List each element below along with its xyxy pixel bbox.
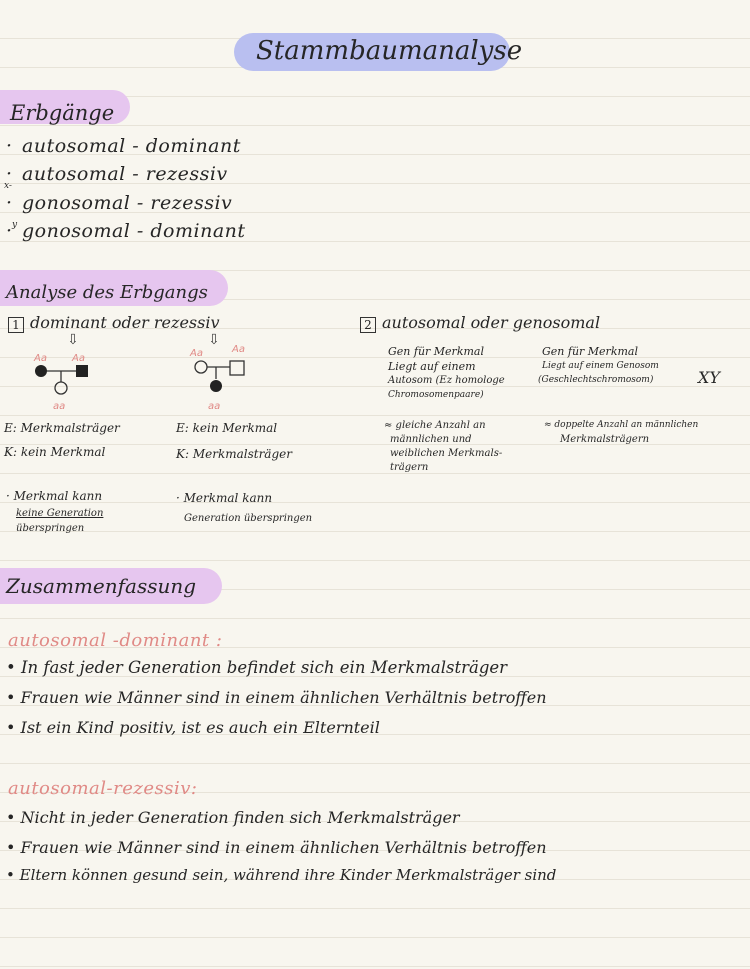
bullet: · — [6, 192, 13, 214]
y-marker: y — [12, 220, 18, 230]
dom-item-2: • Frauen wie Männer sind in einem ähnlichen Verhältnis betroffen — [6, 688, 547, 707]
erbgang-item-4: gonosomal - dominant — [22, 220, 246, 242]
pedigree-1 — [20, 332, 120, 412]
rez-item-3: • Eltern können gesund sein, während ihre Kinder Merkmalsträger sind — [6, 866, 557, 884]
double-line1: ≈ doppelte Anzahl an männlichen — [544, 420, 699, 430]
page-title: Stammbaumanalyse — [256, 36, 523, 66]
autosomal-rezessiv-title: autosomal-rezessiv: — [8, 778, 198, 799]
autosomal-line1: Gen für Merkmal — [388, 345, 484, 358]
note1-line1: · Merkmal kann — [6, 489, 103, 503]
note1-line2: keine Generation — [16, 508, 104, 519]
pedigree-2 — [182, 332, 282, 412]
number-box-2: 2 — [360, 317, 376, 333]
pedigree1-arrow: ⇩ — [67, 332, 79, 348]
erbgang-item-3: gonosomal - rezessiv — [22, 192, 233, 214]
equal-line3: weiblichen Merkmals- — [390, 448, 503, 459]
pedigree1-parent-right-genotype: Aa — [72, 353, 85, 364]
autosomal-line4: Chromosomenpaare) — [388, 390, 484, 400]
box1-title: dominant oder rezessiv — [30, 313, 220, 332]
rez-item-2: • Frauen wie Männer sind in einem ähnlichen Verhältnis betroffen — [6, 838, 547, 857]
legend2-k: K: Merkmalsträger — [176, 447, 292, 461]
pedigree2-parent-right-genotype: Aa — [232, 344, 245, 355]
bullet: · — [6, 135, 13, 157]
pedigree2-child-genotype: aa — [208, 401, 221, 412]
rez-item-1: • Nicht in jeder Generation finden sich Merkmalsträger — [6, 808, 460, 827]
dom-item-1: • In fast jeder Generation befindet sich ein Merkmalsträger — [6, 658, 508, 677]
number-box-1: 1 — [8, 317, 24, 333]
x-marker: x- — [4, 181, 12, 191]
box1-title-row — [8, 315, 220, 333]
affected-child-symbol — [210, 380, 222, 392]
unaffected-male-symbol — [230, 361, 244, 375]
box2-title-row — [360, 315, 600, 333]
pedigree2-parent-left-genotype: Aa — [190, 348, 203, 359]
analyse-heading: Analyse des Erbgangs — [6, 282, 208, 303]
gonosomal-line1: Gen für Merkmal — [542, 345, 638, 358]
pedigree2-arrow: ⇩ — [208, 332, 220, 348]
equal-line1: ≈ gleiche Anzahl an — [384, 420, 486, 431]
legend1-k: K: kein Merkmal — [4, 445, 106, 459]
unaffected-female-symbol — [195, 361, 207, 373]
dom-item-3: • Ist ein Kind positiv, ist es auch ein Elternteil — [6, 718, 380, 737]
note1-line3: überspringen — [16, 523, 85, 534]
autosomal-line3: Autosom (Ez homologe — [388, 375, 505, 386]
gonosomal-line3: (Geschlechtschromosom) — [538, 375, 654, 385]
pedigree1-parent-left-genotype: Aa — [34, 353, 47, 364]
affected-female-symbol — [35, 365, 47, 377]
legend1-e: E: Merkmalsträger — [4, 421, 120, 435]
autosomal-dominant-title: autosomal -dominant : — [8, 630, 223, 651]
affected-male-symbol — [76, 365, 88, 377]
box2-title: autosomal oder genosomal — [382, 313, 601, 332]
erbgang-item-2: autosomal - rezessiv — [22, 163, 228, 185]
unaffected-child-symbol — [55, 382, 67, 394]
note2-line1: · Merkmal kann — [176, 491, 273, 505]
gonosomal-line2: Liegt auf einem Genosom — [542, 361, 659, 371]
bullet: · — [6, 163, 13, 185]
note2-line2: Generation überspringen — [184, 513, 313, 524]
bullet: · — [6, 220, 13, 242]
erbgang-item-1: autosomal - dominant — [22, 135, 241, 157]
summary-heading: Zusammenfassung — [6, 574, 197, 598]
legend2-e: E: kein Merkmal — [176, 421, 278, 435]
equal-line4: trägern — [390, 462, 429, 473]
autosomal-line2: Liegt auf einem — [388, 360, 476, 373]
pedigree1-child-genotype: aa — [53, 401, 66, 412]
equal-line2: männlichen und — [390, 434, 472, 445]
erbgaenge-heading: Erbgänge — [10, 101, 115, 125]
double-line2: Merkmalsträgern — [560, 434, 650, 445]
xy-label: XY — [698, 368, 720, 387]
